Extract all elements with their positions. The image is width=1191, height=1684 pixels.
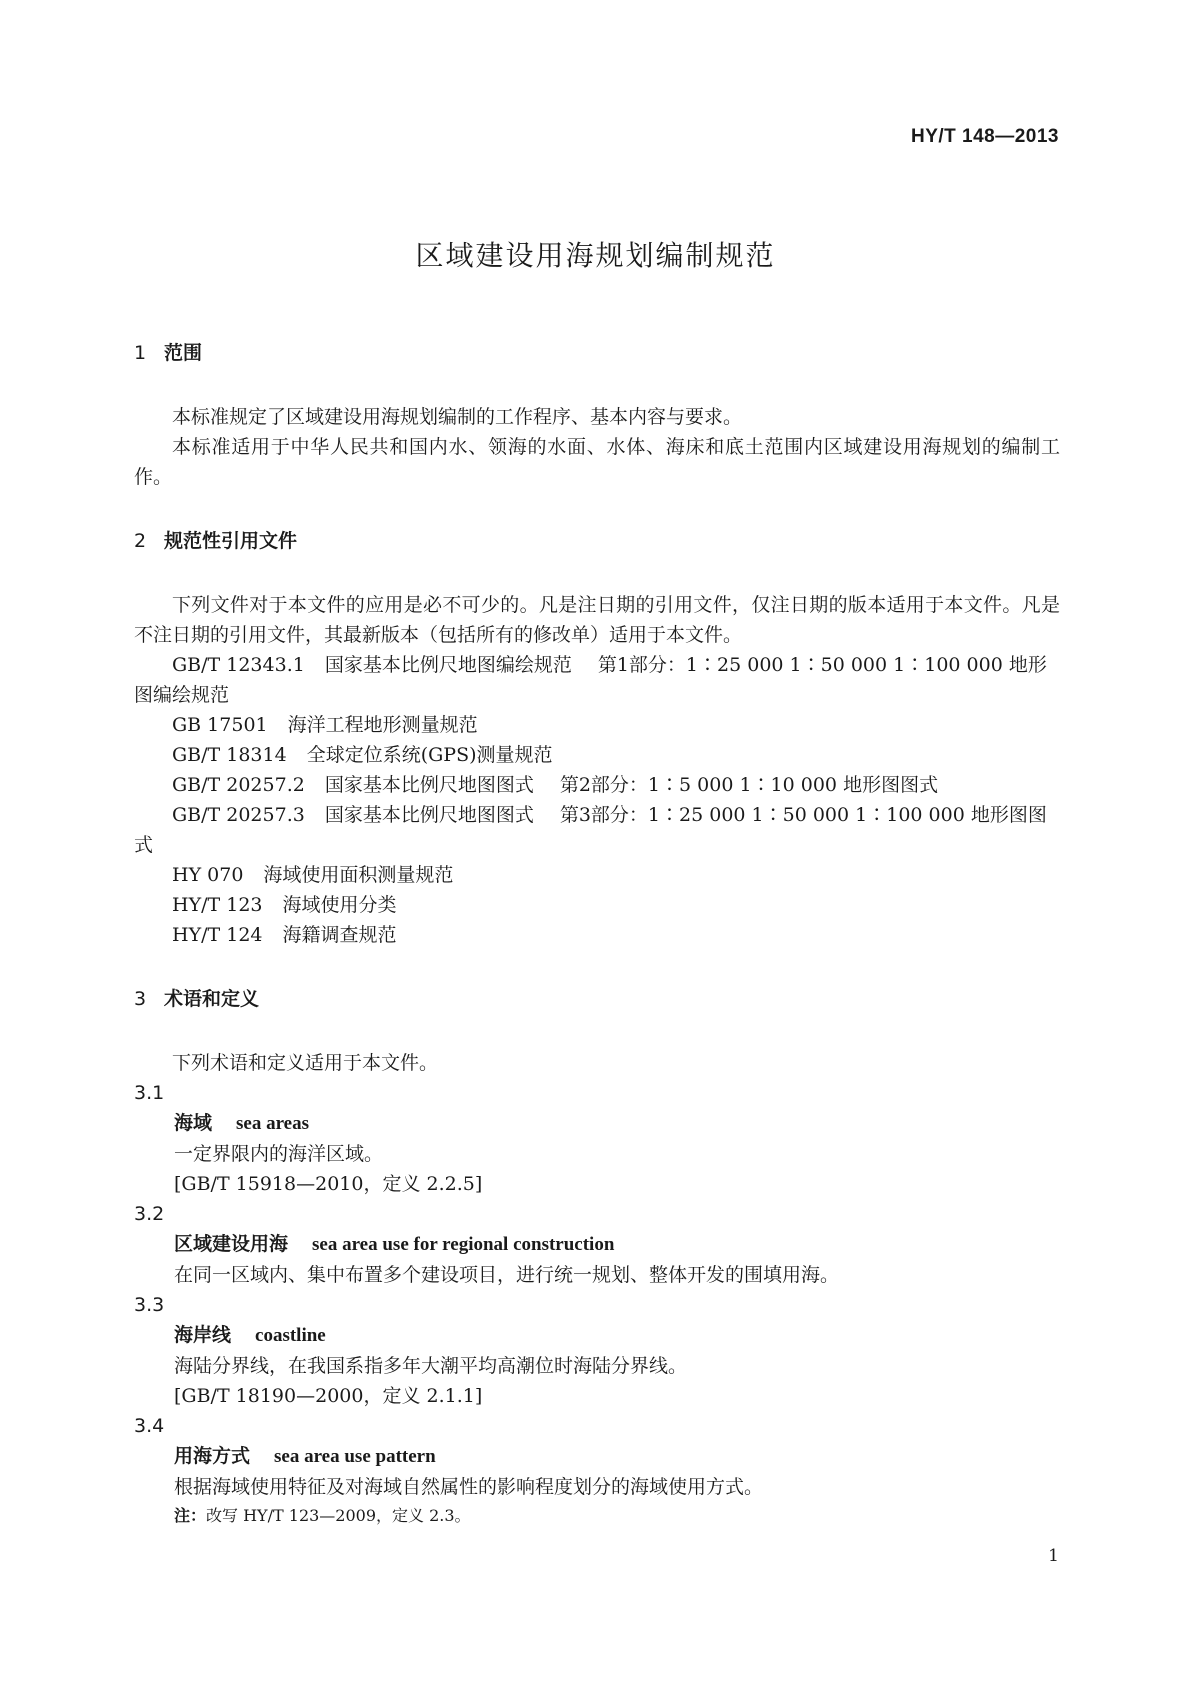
paragraph: 本标准适用于中华人民共和国内水、领海的水面、水体、海床和底土范围内区域建设用海规划的编制工作。 [134,436,1060,488]
section-number: 1 [134,342,147,364]
paragraph: 下列术语和定义适用于本文件。 [172,1052,439,1074]
standard-code: HY/T 148—2013 [910,126,1059,147]
reference-code: GB/T 20257.3 [172,804,305,826]
reference-code: HY 070 [172,864,244,886]
section-scope [134,338,1060,492]
reference-title: 海洋工程地形测量规范 [287,714,478,736]
term-number: 3.4 [134,1415,165,1437]
term-source: [GB/T 18190—2000，定义 2.1.1] [174,1385,483,1407]
term-en: coastline [255,1325,326,1346]
reference-title: 国家基本比例尺地图编绘规范 [324,654,572,676]
term-number: 3.2 [134,1203,165,1225]
reference-item [134,800,1060,860]
note-label: 注： [174,1506,207,1525]
reference-item [134,860,1060,890]
reference-item [134,740,1060,770]
section-number: 2 [134,530,147,552]
reference-code: HY/T 123 [172,894,263,916]
reference-item [134,920,1060,950]
term-name [134,1108,1060,1139]
term-zh: 区域建设用海 [174,1233,289,1255]
section-heading [134,984,1060,1014]
section-number: 3 [134,988,147,1010]
reference-title: 海籍调查规范 [282,924,397,946]
reference-code: GB/T 20257.2 [172,774,305,796]
section-title: 范围 [164,342,203,364]
reference-part: 第1部分：1∶25 000 1∶50 000 1∶100 000 地形图编绘规范 [134,654,1047,706]
reference-title: 全球定位系统(GPS)测量规范 [306,744,553,766]
term-definition: 根据海域使用特征及对海域自然属性的影响程度划分的海域使用方式。 [174,1476,764,1498]
section-heading [134,338,1060,368]
term-en: sea area use pattern [274,1446,436,1467]
section-title: 规范性引用文件 [164,530,298,552]
term-note [134,1502,1060,1530]
section-heading [134,526,1060,556]
section-terms-definitions [134,984,1060,1530]
section-title: 术语和定义 [164,988,260,1010]
note-text: 改写 HY/T 123—2009，定义 2.3。 [206,1506,471,1525]
reference-item [134,770,1060,800]
document-title: 区域建设用海规划编制规范 [415,239,776,272]
reference-item [134,890,1060,920]
term-definition: 一定界限内的海洋区域。 [174,1143,384,1165]
document-body [134,338,1060,1564]
reference-item [134,710,1060,740]
term-number: 3.3 [134,1294,165,1316]
term-source: [GB/T 15918—2010，定义 2.2.5] [174,1173,483,1195]
reference-title: 国家基本比例尺地图图式 [324,804,534,826]
paragraph: 本标准规定了区域建设用海规划编制的工作程序、基本内容与要求。 [172,406,743,428]
term-zh: 海域 [174,1112,213,1134]
reference-code: GB/T 12343.1 [172,654,305,676]
page-number: 1 [1048,1546,1059,1566]
paragraph: 下列文件对于本文件的应用是必不可少的。凡是注日期的引用文件，仅注日期的版本适用于本文件。凡是不注日期的引用文件，其最新版本（包括所有的修改单）适用于本文件。 [134,594,1060,646]
reference-item [134,650,1060,710]
term-number: 3.1 [134,1082,165,1104]
reference-part: 第3部分：1∶25 000 1∶50 000 1∶100 000 地形图图式 [134,804,1047,856]
term-name [134,1320,1060,1351]
term-definition: 海陆分界线，在我国系指多年大潮平均高潮位时海陆分界线。 [174,1355,688,1377]
reference-title: 海域使用分类 [282,894,397,916]
term-zh: 用海方式 [174,1445,251,1467]
term-name [134,1229,1060,1260]
reference-code: GB 17501 [172,714,268,736]
term-name [134,1441,1060,1472]
term-zh: 海岸线 [174,1324,232,1346]
reference-title: 海域使用面积测量规范 [263,864,454,886]
reference-title: 国家基本比例尺地图图式 [324,774,534,796]
term-en: sea area use for regional construction [312,1234,615,1255]
reference-code: HY/T 124 [172,924,263,946]
term-en: sea areas [236,1113,310,1134]
section-normative-references [134,526,1060,950]
term-definition: 在同一区域内、集中布置多个建设项目，进行统一规划、整体开发的围填用海。 [174,1264,840,1286]
reference-code: GB/T 18314 [172,744,287,766]
reference-part: 第2部分：1∶5 000 1∶10 000 地形图图式 [559,774,939,796]
